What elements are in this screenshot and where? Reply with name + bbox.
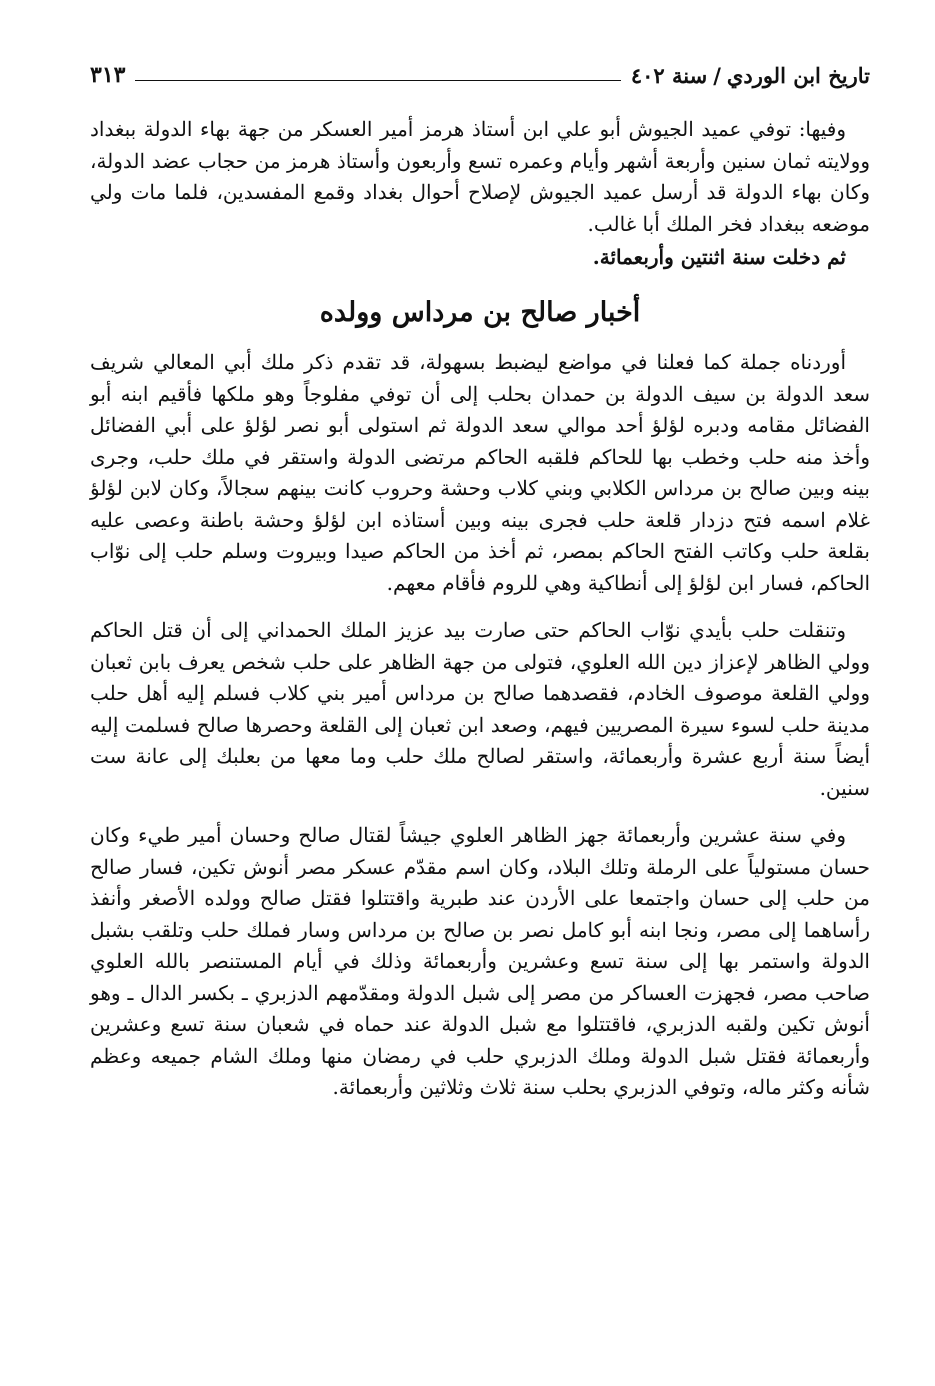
page-number: ٣١٣ <box>90 62 126 88</box>
header-separator: / <box>713 63 721 88</box>
book-page <box>90 48 870 1104</box>
paragraph-salih-rule: وتنقلت حلب بأيدي نوّاب الحاكم حتى صارت بيد عزيز الملك الحمداني إلى أن قتل الحاكم وولي الظاهر لإعزاز دين الله العلوي، فتولى من جهة الظاهر على حلب شخص يعرف بابن ثعبان وولي القلعة موصوف الخادم، فقصدهما صالح بن مرداس أمير بني كلاب فسلم إليه أهل حلب مدينة حلب لسوء سيرة المصريين فيهم، وصعد ابن ثعبان إلى القلعة وحصرها صالح فسلمت إليه أيضاً سنة أربع عشرة وأربعمائة، واستقر لصالح ملك حلب وما معها من بعلبك إلى عانة ست سنين. <box>90 618 870 800</box>
chapter-title: أخبار صالح بن مرداس وولده <box>319 297 641 328</box>
year-label: سنة ٤٠٢ <box>630 63 708 88</box>
running-header <box>90 48 870 88</box>
year-entry: ثم دخلت سنة اثنتين وأربعمائة. <box>592 245 846 269</box>
header-rule <box>135 80 620 81</box>
paragraph-salih-death: وفي سنة عشرين وأربعمائة جهز الظاهر العلوي جيشاً لقتال صالح وحسان أمير طيء وكان حسان مستولياً على الرملة وتلك البلاد، وكان اسم مقدّم عسكر مصر أنوش تكين، فسار صالح من حلب إلى حسان واجتمعا على الأردن عند طبرية واقتتلوا فقتل صالح وولده الأصغر وأنفذ رأساهما إلى مصر، ونجا ابنه أبو كامل نصر بن صالح بن مرداس وسار فملك حلب وتلقب بشبل الدولة واستمر بها إلى سنة تسع وعشرين وأربعمائة وذلك في أيام المستنصر بالله العلوي صاحب مصر، فجهزت العساكر من مصر إلى شبل الدولة ومقدّمهم الدزبري ـ بكسر الدال ـ وهو أنوش تكين ولقبه الدزبري، فاقتتلوا مع شبل الدولة عند حماه في شعبان سنة تسع وعشرين وأربعمائة فقتل شبل الدولة وملك الدزبري حلب في رمضان منها وملك الشام جميعه وعظم شأنه وكثر ماله، وتوفي الدزبري بحلب سنة ثلاث وثلاثين وأربعمائة. <box>90 823 870 1099</box>
book-title: تاريخ ابن الوردي <box>726 63 870 88</box>
paragraph-aleppo-history: أوردناه جملة كما فعلنا في مواضع ليضبط بسهولة، قد تقدم ذكر ملك أبي المعالي شريف سعد الدولة بن سيف الدولة بن حمدان بحلب إلى أن توفي مفلوجاً وهو ملكها فأقيم ابنه أبو الفضائل مقامه ودبره لؤلؤ أحد موالي سعد الدولة ثم استولى أبو نصر لؤلؤ على أبي الفضائل وأخذ منه حلب وخطب بها للحاكم فلقبه الحاكم مرتضى الدولة واستقر في ملك حلب، وجرى بينه وبين صالح بن مرداس الكلابي وبني كلاب وحشة وحروب كانت بينهم سجالاً، وكان لابن لؤلؤ غلام اسمه فتح دزدار قلعة حلب فجرى بينه وبين أستاذه ابن لؤلؤ وحشة باطنة وعصى عليه بقلعة حلب وكاتب الفتح الحاكم بمصر، ثم أخذ من الحاكم صيدا وبيروت وسلم حلب إلى نوّاب الحاكم، فسار ابن لؤلؤ إلى أنطاكية وهي للروم فأقام معهم. <box>90 350 870 595</box>
paragraph-death-notice: وفيها: توفي عميد الجيوش أبو علي ابن أستاذ هرمز أمير العسكر من جهة بهاء الدولة ببغداد وولايته ثمان سنين وأربعة أشهر وأيام وعمره تسع وأربعون وأستاذ هرمز من حجاب عضد الدولة، وكان بهاء الدولة قد أرسل عميد الجيوش لإصلاح أحوال بغداد وقمع المفسدين، فلما مات ولي موضعه ببغداد فخر الملك أبا غالب. <box>90 117 870 236</box>
